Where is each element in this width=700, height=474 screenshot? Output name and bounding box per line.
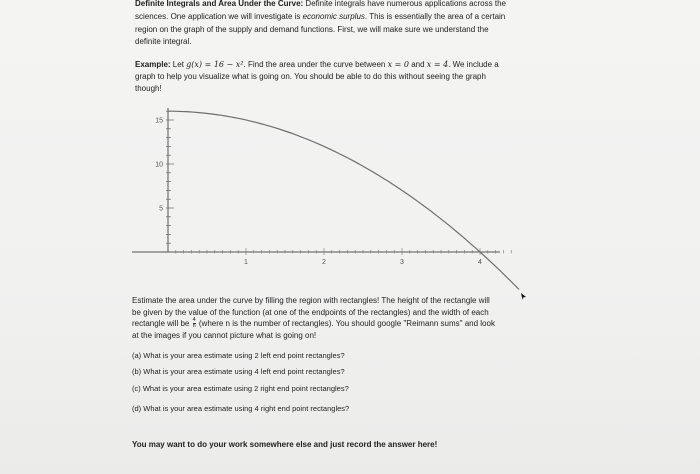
economic-surplus-term: economic surplus — [302, 12, 365, 21]
intro-heading: Definite Integrals and Area Under the Curve: — [135, 0, 304, 8]
example-text-a: Let — [170, 60, 187, 69]
intro-line-3: region on the graph of the supply and demand functions. First, we will make sure we understand the — [135, 25, 489, 34]
y-tick-label: 10 — [155, 161, 163, 169]
estimate-line-2: be given by the value of the function (at one of the endpoints of the rectangles) and the width of each — [132, 308, 489, 317]
x-tick-label: 2 — [322, 259, 326, 266]
intro-line-1-rest: Definite integrals have numerous applications across the — [305, 0, 506, 8]
estimate-line-1: Estimate the area under the curve by filling the region with rectangles! The height of the rectangle will — [132, 296, 490, 305]
example-line-3: though! — [135, 84, 162, 93]
estimate-line-3 — [132, 318, 495, 329]
example-text-d: . We include a — [448, 60, 499, 69]
estimate-line-3b: (where n is the number of rectangles). You should google "Reimann sums" and look — [196, 319, 495, 328]
question-a: (a) What is your area estimate using 2 left end point rectangles? — [132, 351, 345, 360]
curve-line — [168, 111, 519, 289]
example-text-c: and — [409, 60, 427, 69]
question-d: (d) What is your area estimate using 4 right end point rectangles? — [132, 404, 350, 413]
intro-line-2a: sciences. One application we will investigate is — [135, 12, 303, 21]
footer-note: You may want to do your work somewhere else and just record the answer here! — [132, 440, 438, 449]
function-expression: g(x) = 16 − x² — [186, 60, 244, 69]
example-line-2: graph to help you visualize what is going on. You should be able to do this without seeing the graph — [135, 72, 486, 81]
question-b: (b) What is your area estimate using 4 left end point rectangles? — [132, 367, 345, 376]
question-c: (c) What is your area estimate using 2 right end point rectangles? — [132, 384, 349, 393]
fraction-denominator: n — [192, 323, 196, 330]
y-tick-label: 15 — [155, 117, 163, 125]
x-tick-label: 4 — [478, 259, 482, 266]
y-tick-label: 5 — [159, 205, 163, 213]
example-label: Example: — [135, 60, 171, 69]
lower-bound: x = 0 — [387, 60, 409, 69]
example-text-b: . Find the area under the curve between — [243, 60, 388, 69]
intro-line-2b: . This is essentially the area of a certain — [364, 12, 506, 21]
upper-bound: x = 4 — [426, 60, 449, 69]
fraction-numerator: 4 — [192, 317, 196, 324]
x-tick-label: 1 — [244, 259, 248, 266]
x-tick-label: 3 — [400, 259, 404, 266]
width-fraction — [193, 318, 196, 329]
tick-labels — [155, 118, 482, 267]
intro-line-4: definite integral. — [135, 37, 192, 46]
estimate-line-3a: rectangle will be — [132, 319, 192, 328]
estimate-line-4: at the images if you cannot picture what is going on! — [132, 331, 317, 340]
